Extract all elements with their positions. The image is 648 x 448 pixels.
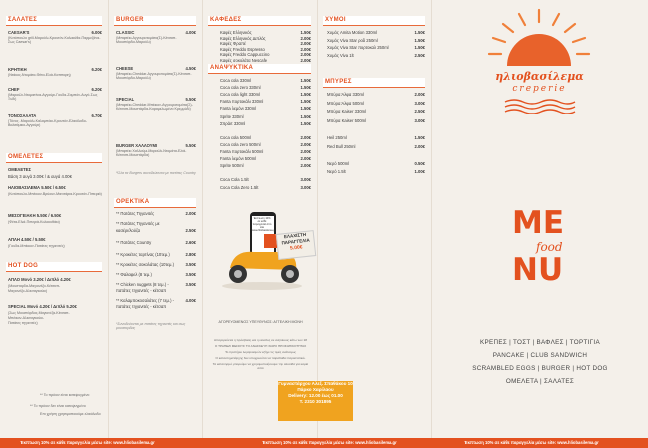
item-price: 1.50€ <box>414 135 425 140</box>
item-name: Μπύρα Kaiser 330ml <box>327 109 367 115</box>
menu-item: ΜΕΣΟΓΕΙΑΚΗ 5.50€ / 6.50€ <box>8 213 62 218</box>
menu-item <box>220 85 311 90</box>
column-juices-beers <box>317 0 432 438</box>
menu-item <box>220 58 311 63</box>
phone-number: Τ. 2310 301895 <box>299 399 332 404</box>
menu-item <box>327 101 425 106</box>
menu-item <box>220 52 311 57</box>
item-name: ** Πατάτες Τηγανιτές με <box>116 221 160 226</box>
sign-price: 5.00€ <box>289 244 303 252</box>
section-title: ΑΝΑΨΥΚΤΙΚΑ <box>210 65 254 71</box>
item-name: Καφές σοκολάτα Nescafe <box>220 57 268 63</box>
item-name: Καφές Ελληνικός <box>220 30 252 35</box>
responsible-person: ΑΓΟΡΕΥΟΜΕΝΟΣ ΥΠΕΥΘΥΝΟΣ: ΑΓΓΕΛΙΚΗ ΜΟΝΗ <box>218 320 303 324</box>
item-desc: (Σως Μουστάρδας-Μαγιονέζα-Κέτσαπ- <box>8 311 70 315</box>
item-price: 2.00€ <box>300 41 311 46</box>
item-price: 3.50€ <box>185 282 196 287</box>
item-name: Coca Cola 1.5lt <box>220 177 249 183</box>
item-name: Καφές Freddo Cappuccino <box>220 52 270 57</box>
section-header-orektika <box>114 198 196 208</box>
section-header-burger <box>114 16 196 26</box>
item-desc: (Μαρούλι-Ντοματίνια-Αγγούρι-Γουδα-Ζαμπόν-Αυγό-Σως Ξυδι) <box>8 93 98 102</box>
item-price: 2.00€ <box>300 149 311 154</box>
item-desc: Μπέικον-Αλεσαγκούκι- <box>8 316 45 320</box>
item-price: 4.00€ <box>185 30 196 35</box>
menu-item <box>116 272 196 277</box>
cover-panel <box>431 0 648 438</box>
item-name: ΚΡΗΤΙΚΗ <box>8 67 27 72</box>
footer-text: Έκπτωση 10% σε κάθε παραγγελία μέσω site: www.hliobasilema.gr <box>20 440 155 445</box>
item-price: 2.00€ <box>300 35 311 41</box>
menu-item <box>327 92 425 97</box>
item-price: 0.50€ <box>414 160 425 166</box>
item-name: CHEF <box>8 87 20 92</box>
item-price: 2.00€ <box>414 143 425 149</box>
item-name: Νερό 1.5lt <box>327 169 346 175</box>
menu-item <box>116 240 196 245</box>
menu-item <box>220 135 311 140</box>
orektika-note: *Συνοδεύονται με πατάτες τηγανιτές και σως μουσταρδας <box>116 322 186 331</box>
item-price: 2.00€ <box>300 141 311 147</box>
menu-item: ΟΜΕΛΕΤΕΣ <box>8 167 31 172</box>
item-price: 4.50€ <box>185 66 196 71</box>
item-name: Heil 250ml <box>327 135 347 140</box>
menu-item <box>116 288 196 293</box>
item-price: 1.50€ <box>414 45 425 51</box>
item-price: 3.00€ <box>414 100 425 106</box>
item-name: ** Chicken nuggets (8 τεμ.) - <box>116 282 169 287</box>
item-desc: (Τόνος -Μαρούλι-Καλαμπόκι-Κρουτόν-Ελαιόλαδο-Βαλσάμικο-Αγγούρι) <box>8 119 87 128</box>
note-olive-oil: Επι χρήση χρησιμοποιούμε ελαιόλαδο <box>40 412 101 416</box>
menu-item <box>220 177 311 182</box>
item-name: ** Κροκέτες σοκολάτας (10τεμ.) <box>116 262 174 267</box>
item-price: 6.70€ <box>91 113 102 118</box>
item-name: Μπύρα Άλφα 500ml <box>327 100 364 106</box>
item-name: BURGER ΧΑΛΛΟΥΜΙ <box>116 143 158 148</box>
menu-item <box>116 221 196 226</box>
item-price: 6.20€ <box>91 87 102 92</box>
menu-item <box>327 169 425 174</box>
min-order-sign <box>276 230 317 260</box>
item-name: Fanta λεμόνι 500ml <box>220 156 257 162</box>
sign-line: ΠΑΡΑΓΓΕΛΙΑ <box>281 237 310 246</box>
item-price: 4.00€ <box>185 298 196 303</box>
menu-item <box>327 53 425 58</box>
item-price: 1.50€ <box>414 37 425 43</box>
section-title: ΣΑΛΑΤΕΣ <box>8 17 38 23</box>
menu-item <box>220 47 311 52</box>
item-name: Σπράιτ 330ml <box>220 120 246 126</box>
item-price: 6.00€ <box>91 30 102 35</box>
item-name: Sprite 330ml <box>220 113 244 119</box>
menu-item <box>327 144 425 149</box>
item-name: Χυμός Viva Star ροδ 250ml <box>327 37 378 43</box>
section-header-mpires <box>323 78 425 88</box>
menu-item <box>116 228 196 233</box>
item-price: 2.00€ <box>414 92 425 97</box>
menu-item <box>327 161 425 166</box>
item-price: 1.50€ <box>300 78 311 83</box>
item-name: ** Πατάτες Τηγανιτές <box>116 211 155 216</box>
column-salads-omelettes <box>0 0 109 438</box>
legal-line: Ο καταστηματάρχης δεν υποχρεούται να παραδοθεί παραστατικό. <box>215 356 306 360</box>
menu-item <box>220 121 311 126</box>
menu-item <box>220 163 311 168</box>
item-price: 2.00€ <box>300 156 311 162</box>
category-line: SCRAMBLED EGGS | BURGER | HOT DOG <box>472 365 608 372</box>
section-header-omeletes <box>6 153 102 163</box>
menu-item: ΑΠΛΗ 4.50€ / 5.50€ <box>8 237 46 242</box>
item-desc: (Φέτα-Ελιά-Πιπεριά-Κολοκυθάκι) <box>8 220 60 224</box>
menu-item <box>220 41 311 46</box>
menu-item <box>220 114 311 119</box>
section-header-anapsyktika <box>208 64 311 74</box>
item-desc: (Μπιφτέκι-Cheddar-Αγγουροτομάτα(Σ)-Κέτσαπ-Μουστάρδα-Μαρούλι) <box>116 72 192 81</box>
section-header-kafedes <box>208 16 311 26</box>
item-desc: Πατάτες τηγανιτές) <box>8 321 38 325</box>
legal-line: Τα κατανησμό μπορούμε να χρησιμοποιήσουμε την αλυσίδα για καμία αιτία <box>212 362 309 371</box>
item-price: 2.80€ <box>185 252 196 257</box>
item-name: ΤΟΝΟΣΑΛΑΤΑ <box>8 113 37 118</box>
item-name: Χυμός Viva Star πορτοκαλ 250ml <box>327 45 389 51</box>
item-price: 5.50€ <box>185 143 196 148</box>
item-name: Καφές Φραπέ <box>220 41 246 46</box>
section-title: HOT DOG <box>8 263 39 269</box>
item-price: 1.50€ <box>300 99 311 105</box>
item-price: 6.20€ <box>91 67 102 72</box>
menu-word-food: food <box>536 240 563 254</box>
item-name: SPECIAL <box>116 97 135 102</box>
item-desc: (Μπιφτέκι-Αγγουροτομάτα(Σ)-Κέτσαπ-Μουστάρδα-Μαρούλι) <box>116 36 177 45</box>
item-price: 1.50€ <box>300 30 311 35</box>
item-price: 2.50€ <box>185 228 196 233</box>
menu-item: ΗΛΙΟΒΑΣΙΛΕΜΑ 5.50€ / 6.50€ <box>8 185 66 190</box>
item-name: Coca cola zero 330ml <box>220 85 261 91</box>
note-not-frozen: ** Το πρόιον δεν είναι κατεψυγμένο <box>30 404 86 408</box>
burger-note: *Όλα τα Burgers συνοδεύονται με πατάτες Country <box>116 171 196 175</box>
item-name: Χυμός Viva 1lt <box>327 52 354 58</box>
item-name: Coca cola light 330ml <box>220 92 261 98</box>
item-name: ** Πατάτες Country <box>116 240 152 245</box>
menu-item <box>116 97 196 102</box>
address-line: Πάρκο Χαρίλαου <box>297 387 334 392</box>
menu-item <box>220 99 311 104</box>
menu-item <box>327 118 425 123</box>
item-desc: (Ντάκος-Ντομάτα-Φέτα-Ελιά-Καππαρη) <box>8 73 71 77</box>
menu-item <box>220 185 311 190</box>
brand-tagline: creperie <box>512 84 567 94</box>
item-name: πατάτες τηγανιτές - κέτσαπ <box>116 288 167 293</box>
item-price: 1.50€ <box>300 120 311 126</box>
menu-item <box>327 30 425 35</box>
item-name: Fanta πορτοκάλι 330ml <box>220 99 264 105</box>
category-line: PANCAKE | CLUB SANDWICH <box>492 352 588 359</box>
legal-line: Το πρατήριο λογαριασμών εξήγε τις τιμές ανάλογως <box>225 350 296 354</box>
menu-item <box>116 298 196 303</box>
sunset-logo <box>481 6 597 76</box>
item-name: Μπύρα Άλφα 330ml <box>327 92 364 97</box>
menu-item <box>220 106 311 111</box>
item-name: Καφές Ελληνικός Διπλός <box>220 35 266 41</box>
item-name: Coca cola zero 500ml <box>220 141 261 147</box>
item-price: 1.50€ <box>300 85 311 91</box>
item-desc: (Μπιφτέκι-Cheddar-Μπέικον-Αγγουροτομάτα(Σ)-Κέτσαπ-Μουστάρδα-Καραμελωμένο Κρεμμύδι) <box>116 103 193 112</box>
menu-word-nu: NU <box>512 252 564 288</box>
address-line: Γυμναστάρχου Αλεξ. Σπαθάκου 10 <box>278 381 353 386</box>
section-header-salates <box>6 16 102 26</box>
menu-item <box>220 149 311 154</box>
menu-item <box>220 78 311 83</box>
section-header-hotdog <box>6 262 102 272</box>
menu-item <box>220 156 311 161</box>
item-price: 1.50€ <box>300 113 311 119</box>
item-price: 2.00€ <box>300 163 311 169</box>
item-name: CHEESE <box>116 66 134 71</box>
waves-icon <box>503 98 577 114</box>
section-title: BURGER <box>116 17 144 23</box>
section-title: ΟΡΕΚΤΙΚΑ <box>116 199 150 205</box>
item-desc: (Γουδα-Μπέικον-Πατάτες τηγανιτές) <box>8 244 65 248</box>
item-name: Coca cola 500ml <box>220 134 252 140</box>
footer-text: Έκπτωση 10% σε κάθε παραγγελία μέσω site: www.hliobasilema.gr <box>464 440 599 445</box>
item-price: 3.50€ <box>185 262 196 267</box>
menu-item: SPECIAL Μονό 4.20€ / Διπλό 5.20€ <box>8 304 77 309</box>
column-burger-orektika <box>108 0 203 438</box>
item-price: 2.00€ <box>300 52 311 57</box>
menu-item <box>116 66 196 71</box>
item-name: ** Καλαμποκοσαλάτες (7 τεμ.) - <box>116 298 175 303</box>
note-frozen: ** Το πρόιον είναι κατεψυγμένο <box>40 393 90 397</box>
menu-item <box>220 30 311 35</box>
item-price: 2.00€ <box>300 134 311 140</box>
phone-screen-text: Έκπτωση 10% σε κάθε παραγγελία από site www.hliobasilema.gr <box>252 217 276 232</box>
menu-item <box>116 262 196 267</box>
menu-item <box>8 30 102 35</box>
item-price: 1.50€ <box>300 92 311 98</box>
menu-item <box>116 304 196 309</box>
item-price: 3.00€ <box>300 184 311 190</box>
item-name: Μπύρα Kaiser 500ml <box>327 117 367 123</box>
item-desc: Μαγιονέζα-Αλεσαγκούκι) <box>8 289 48 293</box>
menu-item <box>220 36 311 41</box>
menu-item <box>116 252 196 257</box>
item-price: 2.50€ <box>414 109 425 115</box>
item-name: Coca Cola Zero 1.5lt <box>220 184 259 190</box>
footer-bar <box>0 438 648 448</box>
item-price: 1.50€ <box>414 30 425 35</box>
item-price: 2.60€ <box>185 240 196 245</box>
item-name: ** Κροκέτες ταρτίνας (10τεμ.) <box>116 252 170 257</box>
menu-item <box>327 38 425 43</box>
item-name: Χυμός Amita Motion 330ml <box>327 30 378 35</box>
item-name: ** Φαλαφελ (8 τεμ.) <box>116 272 152 277</box>
delivery-hours: Delivery: 12.00 έως 01.00 <box>288 393 343 398</box>
item-name: Fanta πορτοκάλι 500ml <box>220 149 264 154</box>
item-name: Νερό 500ml <box>327 160 350 166</box>
menu-item <box>220 92 311 97</box>
item-desc: (Μπιφτέκι Χαλλούμι-Μαρούλι-Ντομάτα-Ελιά-Κέτσαπ-Μουστάρδα) <box>116 149 187 158</box>
item-price: 2.00€ <box>185 211 196 216</box>
menu-item: ΑΠΛΟ Μονό 3.20€ / Διπλό 4.20€ <box>8 277 71 282</box>
item-name: κασέρι/λούζα <box>116 228 141 233</box>
legal-line: Ο ΤΡΑΠΕΖΙ ΜΕΝΟΥΣ ΤΟ ΑΝΑΣΚΕΥΗ ΧΩΡΟ ΠΡΟΣΩΠΙΚΟΤΗΤΑΣ <box>214 344 307 348</box>
item-price: 2.00€ <box>300 46 311 52</box>
category-line: ΚΡΕΠΕΣ | ΤΟΣΤ | ΒΑΦΛΕΣ | ΤΟΡΤΙΓΙΑ <box>480 339 600 346</box>
item-name: CLASSIC <box>116 30 135 35</box>
item-desc: (Κοτόπουλο-Μπέικον-Βρύουν-Μανιτάρια-Κρουτόν-Πιπεριά) <box>8 192 102 196</box>
legal-line: Απαγορεύεται η πρόσβαση και η είσοδος σε ανηλίκους κάτω των 18 <box>214 338 307 342</box>
item-price: 2.50€ <box>414 52 425 58</box>
menu-item <box>327 45 425 50</box>
menu-item <box>220 142 311 147</box>
footer-text: Έκπτωση 10% σε κάθε παραγγελία μέσω site: www.hliobasilema.gr <box>262 440 397 445</box>
item-price: 3.00€ <box>300 177 311 183</box>
item-name: Fanta λεμόνι 330ml <box>220 106 257 112</box>
menu-item <box>8 87 102 92</box>
item-price: 3.50€ <box>185 272 196 277</box>
section-title: ΧΥΜΟΙ <box>325 17 346 23</box>
item-name: Coca cola 330ml <box>220 78 252 83</box>
sun-icon <box>507 34 571 66</box>
menu-item <box>116 282 196 287</box>
item-price: 1.50€ <box>300 106 311 112</box>
item-price: 5.50€ <box>185 97 196 102</box>
section-header-xymoi <box>323 16 425 26</box>
menu-item: Βάση 3 αυγά 3.00€ / & αυγά 4.00€ <box>8 174 72 179</box>
menu-item <box>327 109 425 114</box>
item-name: Red Bull 250ml <box>327 143 356 149</box>
brand-name: ηλιοβασίλεμα <box>495 70 584 83</box>
menu-item <box>116 143 196 148</box>
menu-item <box>8 67 102 72</box>
item-name: Sprite 500ml <box>220 163 244 169</box>
item-price: 1.00€ <box>414 169 425 175</box>
sign-line: ΕΛΑΧΙΣΤΗ <box>283 231 307 240</box>
menu-item <box>116 211 196 216</box>
menu-word-me: ME <box>512 205 565 241</box>
item-name: Καφές Freddo Espresso <box>220 46 265 52</box>
menu-item <box>116 30 196 35</box>
section-title: ΟΜΕΛΕΤΕΣ <box>8 154 44 160</box>
category-line: ΟΜΕΛΕΤΑ | ΣΑΛΑΤΕΣ <box>505 378 575 385</box>
item-desc: (Μουσταρδα-Μαγιονέζα-Κέτσαπ- <box>8 284 61 288</box>
item-price: 3.00€ <box>414 117 425 123</box>
item-name: CAESAR'S <box>8 30 30 35</box>
item-name: πατάτες τηγανιτές - κέτσαπ <box>116 304 167 309</box>
section-title: ΚΑΦΕΔΕΣ <box>210 17 242 23</box>
item-desc: (Κοτόπουλο grill-Μαρούλι-Κρουτόν-Κολοκύθα-Παρμεζάνα-Σως Caesar's) <box>8 36 101 45</box>
menu-item <box>8 113 102 118</box>
section-title: ΜΠΥΡΕΣ <box>325 79 352 85</box>
menu-item <box>327 135 425 140</box>
item-price: 2.00€ <box>300 57 311 63</box>
